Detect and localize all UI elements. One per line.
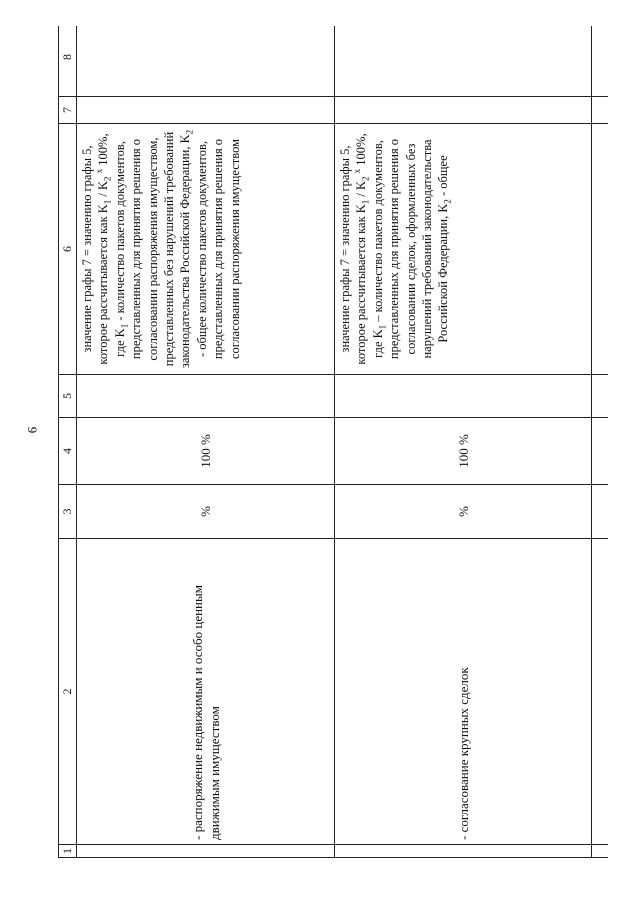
column-header-7: 7	[59, 97, 77, 124]
cell-empty	[592, 539, 609, 845]
column-header-3: 3	[59, 485, 77, 539]
cell-empty	[592, 26, 609, 97]
cell-empty	[592, 124, 609, 375]
column-header-6: 6	[59, 124, 77, 375]
table-row	[592, 26, 609, 858]
cell-number	[77, 845, 335, 858]
cell-empty	[592, 485, 609, 539]
column-header-2: 2	[59, 539, 77, 845]
column-header-5: 5	[59, 375, 77, 418]
cell-indicator-name: - согласование крупных сделок	[335, 539, 592, 845]
cell-empty	[592, 375, 609, 418]
table-row	[335, 26, 592, 858]
cell-value: 100 %	[335, 418, 592, 485]
cell-calculation-description: значение графы 7 = значению графы 5, которое рассчитывается как $K_1 / K_2$ $^x$ 100%, где $K_1$ – количество пакетов документов, представленных для принятия решения о согласовании сделок, оформленных без нарушений требований законодательства Российской Федерации, $K_2$ - общее	[335, 124, 592, 375]
cell-number	[335, 845, 592, 858]
cell-empty-8	[335, 26, 592, 97]
column-header-8: 8	[59, 26, 77, 97]
cell-value: 100 %	[77, 418, 335, 485]
cell-unit: %	[77, 485, 335, 539]
indicator-table	[58, 26, 608, 858]
cell-empty	[592, 418, 609, 485]
cell-indicator-name: - распоряжение недвижимым и особо ценным движимым имуществом	[77, 539, 335, 845]
cell-empty	[592, 845, 609, 858]
cell-empty-5	[77, 375, 335, 418]
column-header-1: 1	[59, 845, 77, 858]
cell-empty	[592, 97, 609, 124]
column-header-4: 4	[59, 418, 77, 485]
table-rotated-container	[58, 26, 608, 858]
table-viewport	[58, 26, 608, 858]
cell-empty-7	[335, 97, 592, 124]
table-row	[77, 26, 335, 858]
cell-empty-5	[335, 375, 592, 418]
cell-empty-8	[77, 26, 335, 97]
cell-unit: %	[335, 485, 592, 539]
cell-calculation-description: значение графы 7 = значению графы 5, которое рассчитывается как $K_1 / K_2$ $^x$ 100%, где $K_1$ - количество пакетов документов, представленных для принятия решения о согласовании распоряжения имуществом, представленных без нарушений требований законодательства Российской Федерации, $K_2$ - общее количество пакетов документов, представленных для принятия решения о согласовании распоряжения имуществом	[77, 124, 335, 375]
page-number: 9	[25, 426, 40, 434]
header-row	[59, 26, 77, 858]
cell-empty-7	[77, 97, 335, 124]
